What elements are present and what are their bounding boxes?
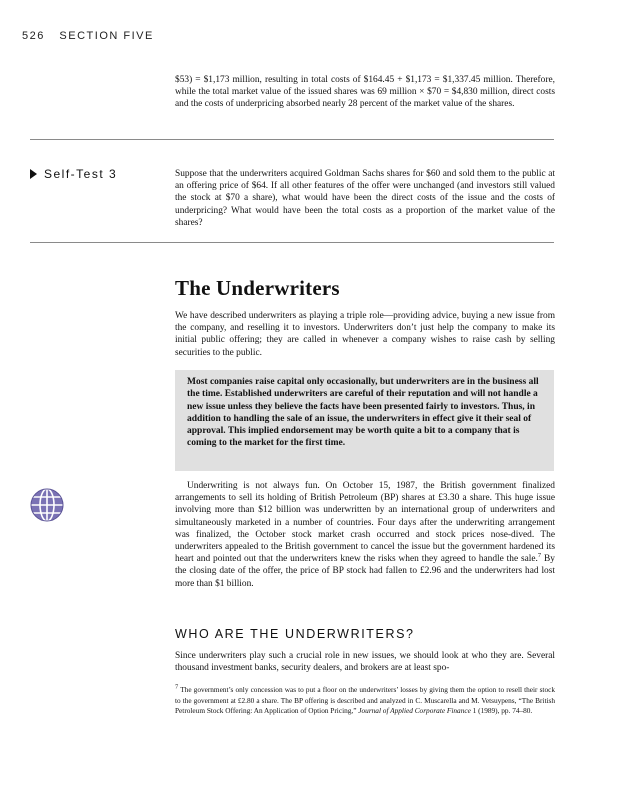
subsection-text: Since underwriters play such a crucial role in new issues, we should look at who they are. Several thousand investment banks, security dealers, and brokers are at least spo- (175, 651, 555, 674)
paragraph-1-text: We have described underwriters as playing a triple role—providing advice, buying a new issue from the company, and reselling it to investors. Underwriters don’t just help the company to make its initial public offering; they are called in whenever a company wishes to raise cash by selling securities to the public. (175, 311, 555, 358)
footnote-citation: 1 (1989), pp. 74–80. (470, 706, 533, 715)
highlight-callout (175, 370, 554, 471)
paragraph-2-part-2: By the closing date of the offer, the price of BP stock had fallen to £2.96 and the underwriters had lost more than $1 billion. (175, 554, 555, 589)
footnote-marker: 7 (175, 683, 179, 691)
footnote (175, 685, 555, 717)
section-paragraph-2 (175, 480, 555, 590)
page-number: 526 (22, 30, 45, 42)
self-test-title: Self-Test 3 (44, 167, 118, 181)
divider-bottom (30, 242, 554, 243)
self-test-box (175, 168, 555, 229)
divider-top (30, 139, 554, 140)
paragraph-2-text (175, 480, 555, 590)
globe-icon (30, 488, 64, 522)
page-header (22, 30, 164, 42)
footnote-text (175, 685, 555, 717)
footnote-reference: 7 (537, 552, 542, 560)
section-label: SECTION FIVE (59, 30, 154, 42)
section-title: The Underwriters (175, 276, 340, 300)
triangle-bullet-icon (30, 169, 37, 179)
section-paragraph-1 (175, 310, 555, 359)
subsection-paragraph (175, 650, 555, 674)
self-test-label (30, 167, 117, 181)
callout-text: Most companies raise capital only occasionally, but underwriters are in the business all the time. Established underwriters are careful of their reputation and will not handle a new issue unless they believe the facts have been presented fairly to investors. Thus, in addition to handling the sale of an issue, the underwriters in effect give it their seal of approval. This implied endorsement may be worth quite a bit to a company that is coming to the market for the first time. (187, 377, 539, 449)
subsection-title: WHO ARE THE UNDERWRITERS? (175, 627, 415, 641)
intro-paragraph (175, 74, 555, 111)
footnote-journal: Journal of Applied Corporate Finance (358, 706, 471, 715)
footnote-body: The government’s only concession was to put a floor on the underwriters’ losses by giving them the option to resell their stock to the government at £2.80 a share. The BP offering is described and analyzed in C. Muscarella and M. Vetsuypens, “The British Petroleum Stock Offering: An Application of Option Pricing,” (175, 685, 555, 715)
self-test-text: Suppose that the underwriters acquired Goldman Sachs shares for $60 and sold them to the public at an offering price of $64. If all other features of the offer were unchanged (and investors still valued the stock at $70 a share), what would have been the direct costs of the issue and the costs of underpricing? What would have been the total costs as a proportion of the market value of the shares? (175, 169, 555, 228)
paragraph-2-part-1: Underwriting is not always fun. On October 15, 1987, the British government finalized arrangements to sell its holding of British Petroleum (BP) shares at £3.30 a share. This huge issue involving more than $12 billion was underwritten by an international group of underwriters and simultaneously marketed in a number of countries. Four days after the underwriting arrangement was finalized, the October stock market crash occurred and stock prices nose-dived. The underwriters appealed to the British government to cancel the issue but the government hardened its heart and pointed out that the underwriters knew the risks when they agreed to handle the sale. (175, 481, 555, 565)
intro-text: $53) = $1,173 million, resulting in total costs of $164.45 + $1,173 = $1,337.45 million. Therefore, while the total market value of the issued shares was 69 million × $70 = $4,830 million, direct costs and the costs of underpricing absorbed nearly 28 percent of the market value of the shares. (175, 75, 555, 110)
